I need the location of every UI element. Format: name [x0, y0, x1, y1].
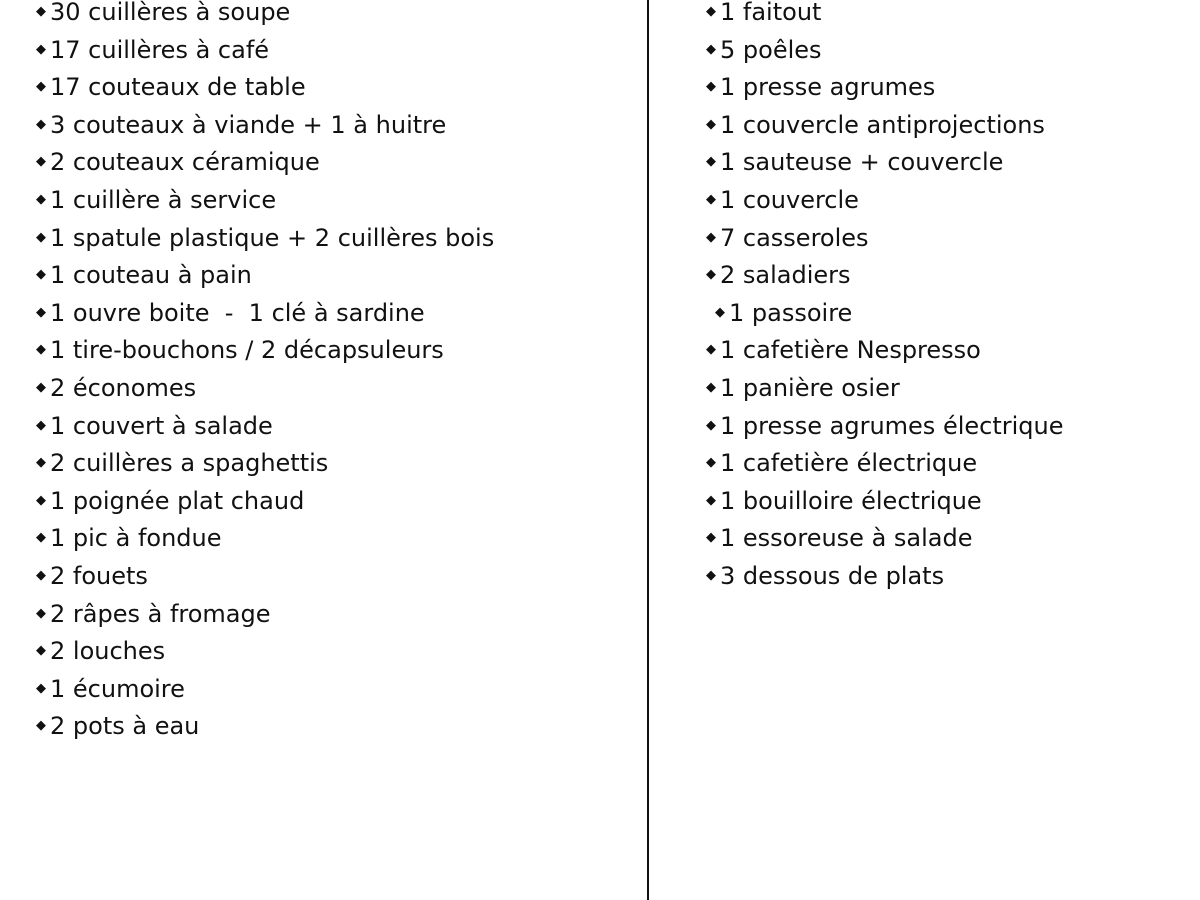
diamond-bullet-icon: ◆ — [706, 492, 716, 508]
list-item-text: 1 panière osier — [720, 373, 900, 402]
list-item-text: 1 couvert à salade — [50, 411, 273, 440]
list-item — [706, 520, 1064, 558]
list-item — [706, 370, 1064, 408]
list-item-text: 1 cuillère à service — [50, 185, 277, 214]
diamond-bullet-icon: ◆ — [706, 342, 716, 358]
list-item-text: 1 spatule plastique + 2 cuillères bois — [50, 223, 495, 252]
diamond-bullet-icon: ◆ — [36, 342, 46, 358]
list-item-text: 1 passoire — [729, 298, 853, 327]
list-item-text: 1 couvercle antiprojections — [720, 110, 1045, 139]
diamond-bullet-icon: ◆ — [706, 79, 716, 95]
diamond-bullet-icon: ◆ — [36, 79, 46, 95]
list-item — [36, 671, 494, 709]
list-item-text: 1 couvercle — [720, 185, 859, 214]
list-item — [36, 445, 494, 483]
list-item — [706, 408, 1064, 446]
list-item — [36, 144, 494, 182]
list-item-text: 1 pic à fondue — [50, 524, 222, 553]
list-item-text: 17 cuillères à café — [50, 35, 270, 64]
left-column-list — [36, 0, 494, 746]
list-item-text: 1 sauteuse + couvercle — [720, 148, 1004, 177]
list-item — [36, 257, 494, 295]
list-item — [36, 220, 494, 258]
list-item — [36, 520, 494, 558]
list-item — [706, 107, 1064, 145]
diamond-bullet-icon: ◆ — [36, 229, 46, 245]
list-item-text: 3 dessous de plats — [720, 561, 945, 590]
list-item — [36, 0, 494, 32]
list-item — [706, 558, 1064, 596]
diamond-bullet-icon: ◆ — [36, 492, 46, 508]
list-item — [706, 69, 1064, 107]
diamond-bullet-icon: ◆ — [36, 304, 46, 320]
diamond-bullet-icon: ◆ — [706, 229, 716, 245]
diamond-bullet-icon: ◆ — [706, 379, 716, 395]
diamond-bullet-icon: ◆ — [36, 379, 46, 395]
diamond-bullet-icon: ◆ — [36, 567, 46, 583]
list-item-text: 2 pots à eau — [50, 712, 200, 741]
diamond-bullet-icon: ◆ — [36, 41, 46, 57]
list-item-text: 1 faitout — [720, 0, 822, 26]
diamond-bullet-icon: ◆ — [706, 567, 716, 583]
list-item — [36, 483, 494, 521]
list-item — [706, 483, 1064, 521]
right-column-list — [706, 0, 1064, 596]
list-item-text: 30 cuillères à soupe — [50, 0, 291, 26]
diamond-bullet-icon: ◆ — [706, 455, 716, 471]
column-divider — [647, 0, 649, 900]
list-item — [36, 633, 494, 671]
list-item-text: 2 râpes à fromage — [50, 599, 271, 628]
diamond-bullet-icon: ◆ — [36, 417, 46, 433]
list-item-text: 1 cafetière électrique — [720, 449, 978, 478]
list-item — [706, 332, 1064, 370]
diamond-bullet-icon: ◆ — [36, 116, 46, 132]
diamond-bullet-icon: ◆ — [706, 191, 716, 207]
list-item-text: 2 cuillères a spaghettis — [50, 449, 329, 478]
list-item — [36, 107, 494, 145]
list-item — [36, 332, 494, 370]
list-item-text: 1 ouvre boite - 1 clé à sardine — [50, 298, 425, 327]
diamond-bullet-icon: ◆ — [706, 116, 716, 132]
list-item-text: 2 saladiers — [720, 261, 851, 290]
diamond-bullet-icon: ◆ — [36, 680, 46, 696]
diamond-bullet-icon: ◆ — [36, 267, 46, 283]
list-item — [36, 708, 494, 746]
list-item — [36, 408, 494, 446]
list-item-text: 1 poignée plat chaud — [50, 486, 305, 515]
list-item — [706, 220, 1064, 258]
list-item — [36, 295, 494, 333]
diamond-bullet-icon: ◆ — [715, 304, 725, 320]
list-item-text: 2 économes — [50, 373, 197, 402]
list-item — [706, 445, 1064, 483]
diamond-bullet-icon: ◆ — [36, 643, 46, 659]
list-item-text: 17 couteaux de table — [50, 73, 306, 102]
list-item-text: 1 tire-bouchons / 2 décapsuleurs — [50, 336, 444, 365]
list-item — [706, 144, 1064, 182]
diamond-bullet-icon: ◆ — [36, 605, 46, 621]
diamond-bullet-icon: ◆ — [706, 417, 716, 433]
diamond-bullet-icon: ◆ — [706, 4, 716, 19]
list-item-text: 1 essoreuse à salade — [720, 524, 973, 553]
list-item-text: 2 couteaux céramique — [50, 148, 320, 177]
diamond-bullet-icon: ◆ — [706, 267, 716, 283]
diamond-bullet-icon: ◆ — [706, 530, 716, 546]
list-item-text: 1 couteau à pain — [50, 261, 252, 290]
list-item — [706, 295, 1064, 333]
list-item — [36, 69, 494, 107]
diamond-bullet-icon: ◆ — [36, 154, 46, 170]
diamond-bullet-icon: ◆ — [36, 530, 46, 546]
list-item-text: 1 presse agrumes électrique — [720, 411, 1064, 440]
list-item-text: 2 fouets — [50, 561, 148, 590]
list-item-text: 1 presse agrumes — [720, 73, 936, 102]
list-item — [706, 182, 1064, 220]
list-item-text: 1 bouilloire électrique — [720, 486, 982, 515]
list-item — [36, 558, 494, 596]
list-item-text: 3 couteaux à viande + 1 à huitre — [50, 110, 447, 139]
list-item — [36, 370, 494, 408]
diamond-bullet-icon: ◆ — [36, 718, 46, 734]
diamond-bullet-icon: ◆ — [36, 191, 46, 207]
list-item — [706, 32, 1064, 70]
diamond-bullet-icon: ◆ — [36, 4, 46, 19]
list-item — [706, 0, 1064, 32]
diamond-bullet-icon: ◆ — [36, 455, 46, 471]
list-item-text: 7 casseroles — [720, 223, 869, 252]
list-item — [36, 596, 494, 634]
list-item-text: 2 louches — [50, 637, 166, 666]
diamond-bullet-icon: ◆ — [706, 41, 716, 57]
list-item-text: 1 écumoire — [50, 674, 185, 703]
list-item-text: 5 poêles — [720, 35, 822, 64]
list-item — [706, 257, 1064, 295]
list-item — [36, 182, 494, 220]
list-item-text: 1 cafetière Nespresso — [720, 336, 981, 365]
list-item — [36, 32, 494, 70]
diamond-bullet-icon: ◆ — [706, 154, 716, 170]
